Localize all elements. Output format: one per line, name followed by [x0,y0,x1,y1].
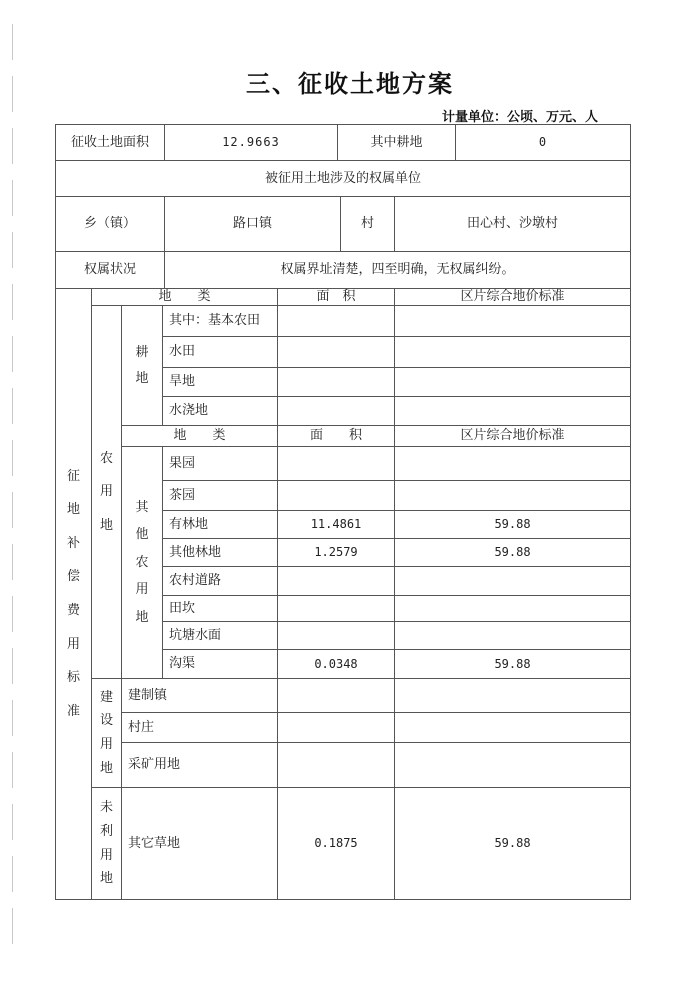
unused-row-name: 其它草地 [121,787,278,900]
cultivated-row-price [394,396,631,426]
cultivated-row-name: 水田 [162,336,278,368]
cultivated-row-area [277,336,395,368]
construction-row-price [394,678,631,713]
other-agri-row-area [277,595,395,622]
construction-row-area [277,678,395,713]
other-agri-row-name: 农村道路 [162,566,278,596]
construction-row-area [277,712,395,743]
vertical-char: 费 [66,603,80,618]
cultivated-row-price [394,336,631,368]
village-label: 村 [340,196,395,252]
cultivated-row-area [277,396,395,426]
cultivated-row-area [277,305,395,337]
other-agri-row-name: 茶园 [162,480,278,511]
vertical-char: 其 [135,499,149,515]
other-agri-row-area [277,621,395,650]
other-agri-row-price [394,446,631,481]
ownership-status-label: 权属状况 [55,251,165,289]
vertical-char: 用 [99,847,113,863]
other-agri-row-name: 沟渠 [162,649,278,679]
total-area-label: 征收土地面积 [55,124,165,161]
vertical-char: 标 [66,670,80,686]
ownership-status-value: 权属界址清楚，四至明确，无权属纠纷。 [164,251,631,289]
vertical-char: 补 [66,535,80,551]
cultivated-row-area [277,367,395,397]
unit-note: 计量单位：公顷、万元、人 [441,110,598,125]
vertical-char: 地 [99,517,113,533]
other-agri-row-area [277,446,395,481]
cultivated-land-label [121,305,163,426]
header2-area: 面 积 [277,425,395,447]
other-agri-row-name: 田坎 [162,595,278,622]
vertical-char: 地 [135,370,149,386]
construction-row-name: 建制镇 [121,678,278,713]
other-agri-row-name: 果园 [162,446,278,481]
vertical-char: 他 [135,527,149,543]
header-price: 区片综合地价标准 [394,288,631,306]
vertical-char: 用 [66,636,80,652]
township-label: 乡（镇） [55,196,165,252]
vertical-char: 地 [66,502,80,518]
other-agri-row-area: 0.0348 [277,649,395,679]
binding-margin [12,0,24,990]
other-agri-row-area [277,566,395,596]
other-agri-row-price [394,621,631,650]
other-agri-row-area [277,480,395,511]
cultivated-row-name: 其中：基本农田 [162,305,278,337]
header-area: 面 积 [277,288,395,306]
vertical-char: 未 [99,800,113,816]
construction-row-name: 村庄 [121,712,278,743]
other-agri-row-price [394,566,631,596]
farmland-value: 0 [455,124,631,161]
other-agricultural-label [121,446,163,679]
other-agri-row-price: 59.88 [394,649,631,679]
unused-row-price: 59.88 [394,787,631,900]
village-value: 田心村、沙墩村 [394,196,631,252]
standards-side-label [55,288,92,900]
construction-row-price [394,712,631,743]
vertical-char: 用 [135,582,149,598]
other-agri-row-name: 其他林地 [162,538,278,567]
other-agri-row-price: 59.88 [394,510,631,539]
vertical-char: 地 [99,760,113,776]
vertical-char: 利 [99,823,113,839]
page-title: 三、征收土地方案 [246,70,454,98]
unused-row-area: 0.1875 [277,787,395,900]
township-value: 路口镇 [164,196,341,252]
other-agri-row-price [394,480,631,511]
vertical-char: 征 [66,468,80,484]
vertical-char: 设 [99,713,113,729]
cultivated-row-name: 水浇地 [162,396,278,426]
other-agri-row-area: 11.4861 [277,510,395,539]
header2-price: 区片综合地价标准 [394,425,631,447]
vertical-char: 偿 [66,569,80,585]
construction-row-area [277,742,395,788]
other-agri-row-name: 坑塘水面 [162,621,278,650]
vertical-char: 地 [135,609,149,625]
other-agri-row-price [394,595,631,622]
header2-land-type: 地 类 [121,425,278,447]
vertical-char: 地 [99,871,113,887]
header-land-type: 地 类 [91,288,278,306]
construction-land-label [91,678,122,788]
agricultural-land-label [91,305,122,679]
other-agri-row-name: 有林地 [162,510,278,539]
cultivated-row-name: 旱地 [162,367,278,397]
ownership-heading: 被征用土地涉及的权属单位 [55,160,631,197]
vertical-char: 用 [99,484,113,500]
vertical-char: 农 [135,554,149,570]
vertical-char: 耕 [135,344,149,360]
unused-land-label [91,787,122,900]
vertical-char: 建 [99,689,113,705]
farmland-label: 其中耕地 [337,124,456,161]
cultivated-row-price [394,367,631,397]
vertical-char: 用 [99,737,113,752]
construction-row-price [394,742,631,788]
construction-row-name: 采矿用地 [121,742,278,788]
cultivated-row-price [394,305,631,337]
vertical-char: 准 [66,703,80,719]
other-agri-row-area: 1.2579 [277,538,395,567]
other-agri-row-price: 59.88 [394,538,631,567]
vertical-char: 农 [99,450,113,466]
total-area-value: 12.9663 [164,124,338,161]
